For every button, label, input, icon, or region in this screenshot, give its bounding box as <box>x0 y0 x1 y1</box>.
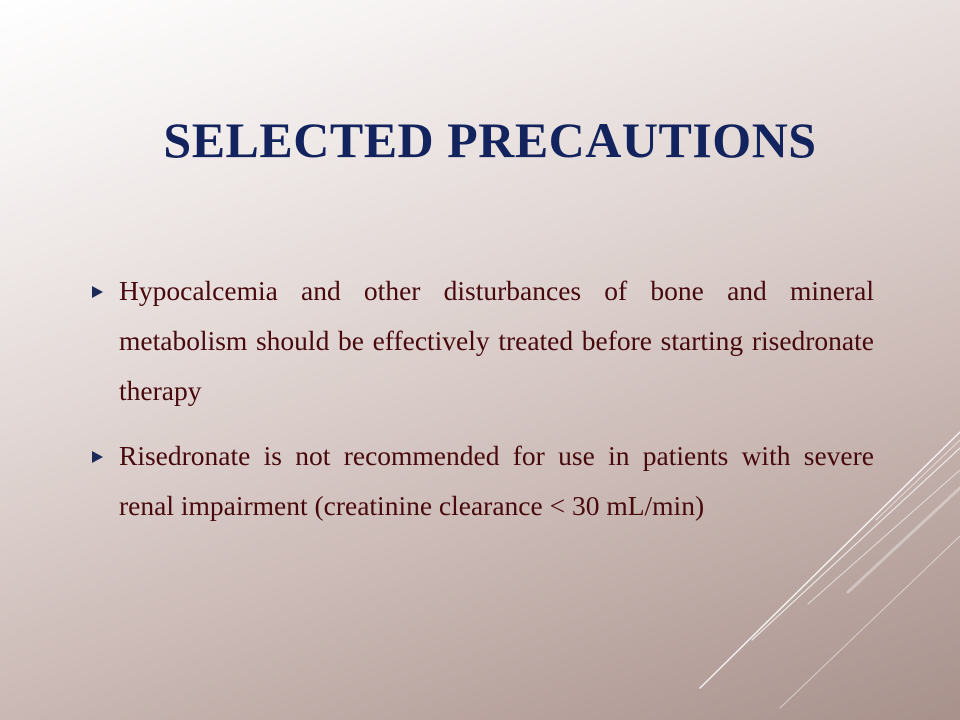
bullet-list <box>92 266 874 546</box>
bullet-item <box>92 266 874 416</box>
triangle-bullet-icon <box>92 451 103 463</box>
bullet-text: Hypocalcemia and other disturbances of bone and mineral metabolism should be effectively treated before starting risedronate therapy <box>119 275 874 406</box>
bullet-item <box>92 431 874 531</box>
triangle-bullet-icon <box>92 286 103 298</box>
bullet-text: Risedronate is not recommended for use in patients with severe renal impairment (creatinine clearance < 30 mL/min) <box>119 440 874 521</box>
slide-title: SELECTED PRECAUTIONS <box>163 112 817 168</box>
